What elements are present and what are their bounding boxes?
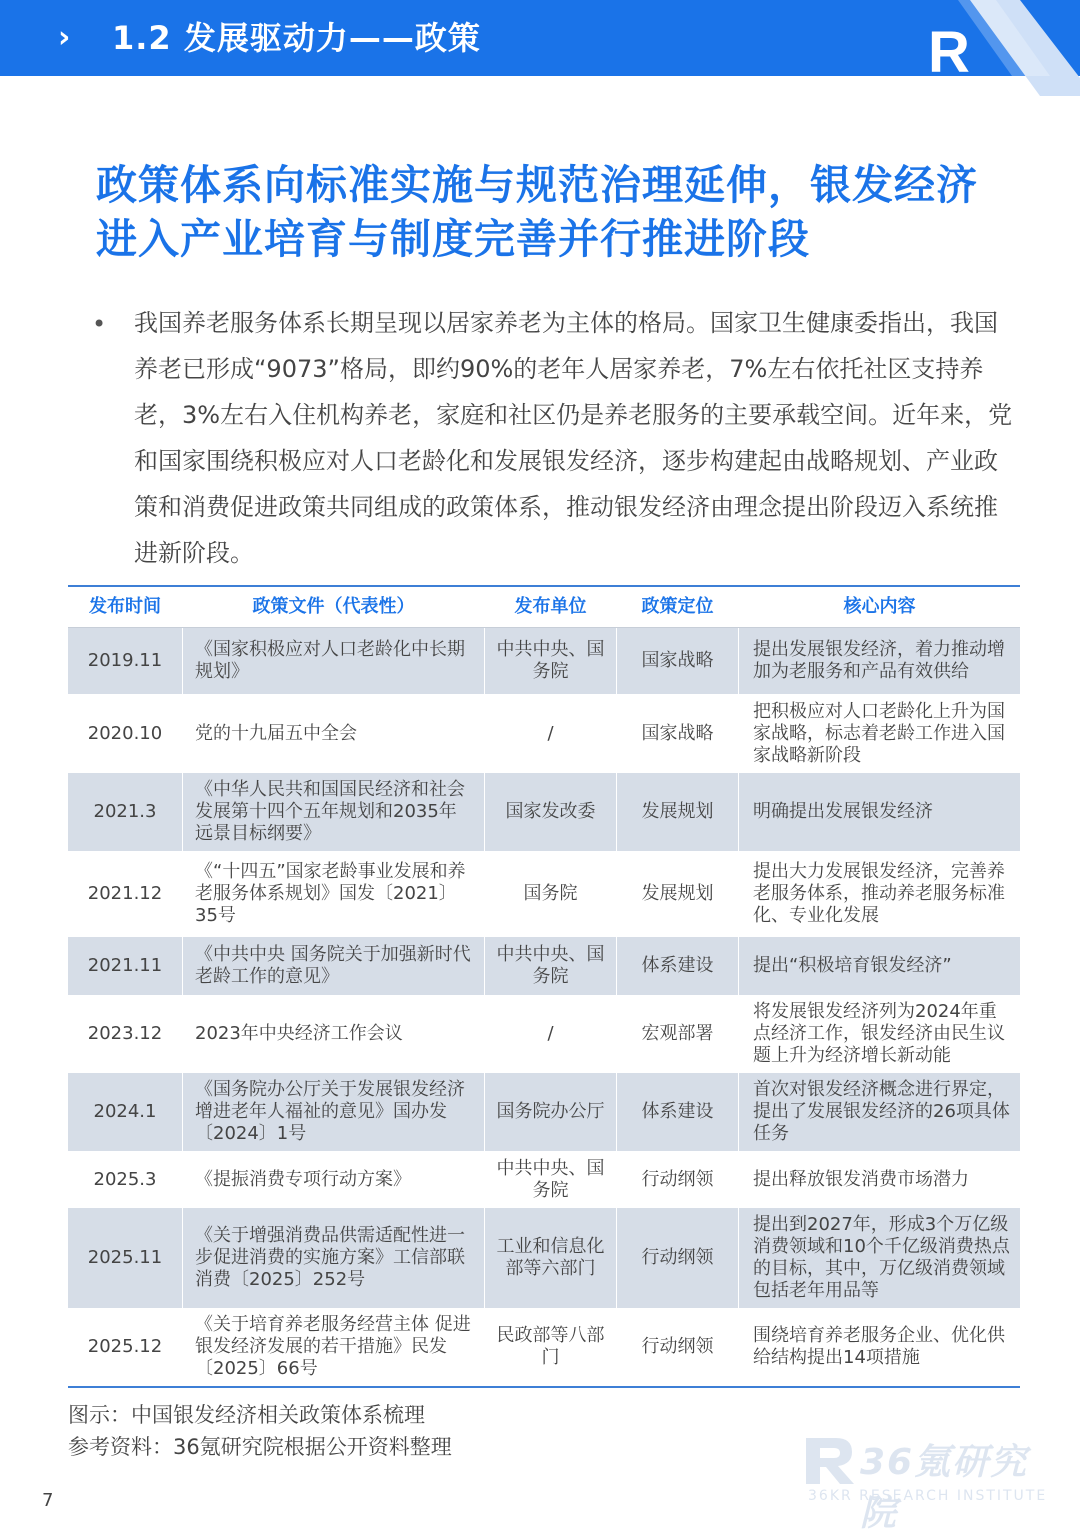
cell-content: 首次对银发经济概念进行界定，提出了发展银发经济的26项具体任务 [753, 1079, 1010, 1144]
watermark-r-icon [802, 1434, 858, 1486]
cell-position: 国家战略 [617, 628, 739, 694]
cell-document: 《提振消费专项行动方案》 [183, 1151, 485, 1208]
cell-content: 把积极应对人口老龄化上升为国家战略，标志着老龄工作进入国家战略新阶段 [753, 700, 1005, 766]
cell-document: 《关于培育养老服务经营主体 促进银发经济发展的若干措施》民发〔2025〕66号 [183, 1308, 485, 1386]
cell-issuer: 中共中央、国务院 [485, 628, 617, 694]
cell-content: 提出到2027年，形成3个万亿级消费领域和10个千亿级消费热点的目标，其中，万亿级消费领域包括老年用品等 [753, 1214, 1010, 1301]
cell-document: 《国务院办公厅关于发展银发经济增进老年人福祉的意见》国办发〔2024〕1号 [183, 1073, 485, 1151]
cell-date: 2023.12 [68, 995, 183, 1073]
cell-content: 提出大力发展银发经济，完善养老服务体系，推动养老服务标准化、专业化发展 [753, 861, 1005, 926]
watermark-subtitle: 36KR RESEARCH INSTITUTE [808, 1488, 1048, 1504]
cell-document: 《中华人民共和国国民经济和社会发展第十四个五年规划和2035年远景目标纲要》 [183, 773, 485, 851]
cell-issuer: 工业和信息化部等六部门 [485, 1208, 617, 1308]
policy-table [68, 585, 1020, 1388]
cell-document: 《关于增强消费品供需适配性进一步促进消费的实施方案》工信部联消费〔2025〕252号 [183, 1208, 485, 1308]
cell-position: 发展规划 [617, 851, 739, 937]
cell-issuer: 国务院办公厅 [485, 1073, 617, 1151]
table-header-row [68, 587, 1020, 628]
col-header-position: 政策定位 [617, 587, 739, 627]
cell-date: 2024.1 [68, 1073, 183, 1151]
cell-content: 提出“积极培育银发经济” [753, 955, 952, 976]
cell-date: 2019.11 [68, 628, 183, 694]
cell-issuer: 中共中央、国务院 [485, 937, 617, 995]
table-row [68, 1308, 1020, 1386]
cell-document: 《国家积极应对人口老龄化中长期规划》 [183, 628, 485, 694]
body-paragraph: 我国养老服务体系长期呈现以居家养老为主体的格局。国家卫生健康委指出，我国养老已形成“9073”格局，即约90%的老年人居家养老，7%左右依托社区支持养老，3%左右入住机构养老，家庭和社区仍是养老服务的主要承载空间。近年来，党和国家围绕积极应对人口老龄化和发展银发经济，逐步构建起由战略规划、产业政策和消费促进政策共同组成的政策体系，推动银发经济由理念提出阶段迈入系统推进新阶段。 [134, 309, 1013, 567]
header-logo-letter: R [928, 20, 970, 85]
watermark-logo-text: 36氪研究院 [860, 1442, 1029, 1534]
watermark-logo [800, 1432, 1060, 1534]
cell-issuer: 国务院 [485, 851, 617, 937]
table-row [68, 1151, 1020, 1208]
bullet-marker: • [92, 310, 107, 338]
cell-content: 提出释放银发消费市场潜力 [753, 1168, 969, 1190]
page-headline: 政策体系向标准实施与规范治理延伸，银发经济进入产业培育与制度完善并行推进阶段 [96, 161, 978, 263]
header-logo-icon [900, 0, 1080, 96]
cell-document: 2023年中央经济工作会议 [183, 995, 485, 1073]
table-row [68, 694, 1020, 773]
chevron-right-icon: › [58, 20, 71, 55]
cell-issuer: 国家发改委 [485, 773, 617, 851]
cell-date: 2020.10 [68, 694, 183, 773]
cell-date: 2025.11 [68, 1208, 183, 1308]
cell-position: 体系建设 [617, 937, 739, 995]
cell-content: 围绕培育养老服务企业、优化供给结构提出14项措施 [753, 1325, 1005, 1368]
cell-date: 2025.3 [68, 1151, 183, 1208]
cell-position: 行动纲领 [617, 1308, 739, 1386]
cell-document: 党的十九届五中全会 [183, 694, 485, 773]
col-header-date: 发布时间 [68, 587, 183, 627]
cell-document: 《中共中央 国务院关于加强新时代老龄工作的意见》 [183, 937, 485, 995]
cell-position: 行动纲领 [617, 1208, 739, 1308]
table-row [68, 851, 1020, 937]
cell-content: 提出发展银发经济，着力推动增加为老服务和产品有效供给 [753, 639, 1005, 682]
cell-issuer: 中共中央、国务院 [485, 1151, 617, 1208]
page-number: 7 [42, 1490, 54, 1511]
cell-date: 2021.12 [68, 851, 183, 937]
figure-caption: 图示：中国银发经济相关政策体系梳理 [68, 1403, 425, 1427]
cell-issuer: / [485, 995, 617, 1073]
cell-position: 国家战略 [617, 694, 739, 773]
cell-position: 行动纲领 [617, 1151, 739, 1208]
cell-issuer: 民政部等八部门 [485, 1308, 617, 1386]
table-row [68, 995, 1020, 1073]
section-title: 1.2 发展驱动力——政策 [112, 19, 481, 57]
cell-date: 2021.11 [68, 937, 183, 995]
table-row [68, 1208, 1020, 1308]
cell-date: 2021.3 [68, 773, 183, 851]
cell-document: 《“十四五”国家老龄事业发展和养老服务体系规划》国发〔2021〕35号 [183, 851, 485, 937]
table-row [68, 773, 1020, 851]
col-header-content: 核心内容 [843, 596, 916, 617]
source-note: 参考资料：36氪研究院根据公开资料整理 [68, 1435, 452, 1459]
table-row [68, 937, 1020, 995]
cell-issuer: / [485, 694, 617, 773]
cell-position: 发展规划 [617, 773, 739, 851]
table-row [68, 1073, 1020, 1151]
col-header-document: 政策文件（代表性） [183, 587, 485, 627]
cell-position: 宏观部署 [617, 995, 739, 1073]
cell-content: 将发展银发经济列为2024年重点经济工作，银发经济由民生议题上升为经济增长新动能 [753, 1001, 1005, 1066]
col-header-issuer: 发布单位 [485, 587, 617, 627]
cell-content: 明确提出发展银发经济 [753, 801, 933, 822]
cell-date: 2025.12 [68, 1308, 183, 1386]
table-row [68, 628, 1020, 694]
cell-position: 体系建设 [617, 1073, 739, 1151]
